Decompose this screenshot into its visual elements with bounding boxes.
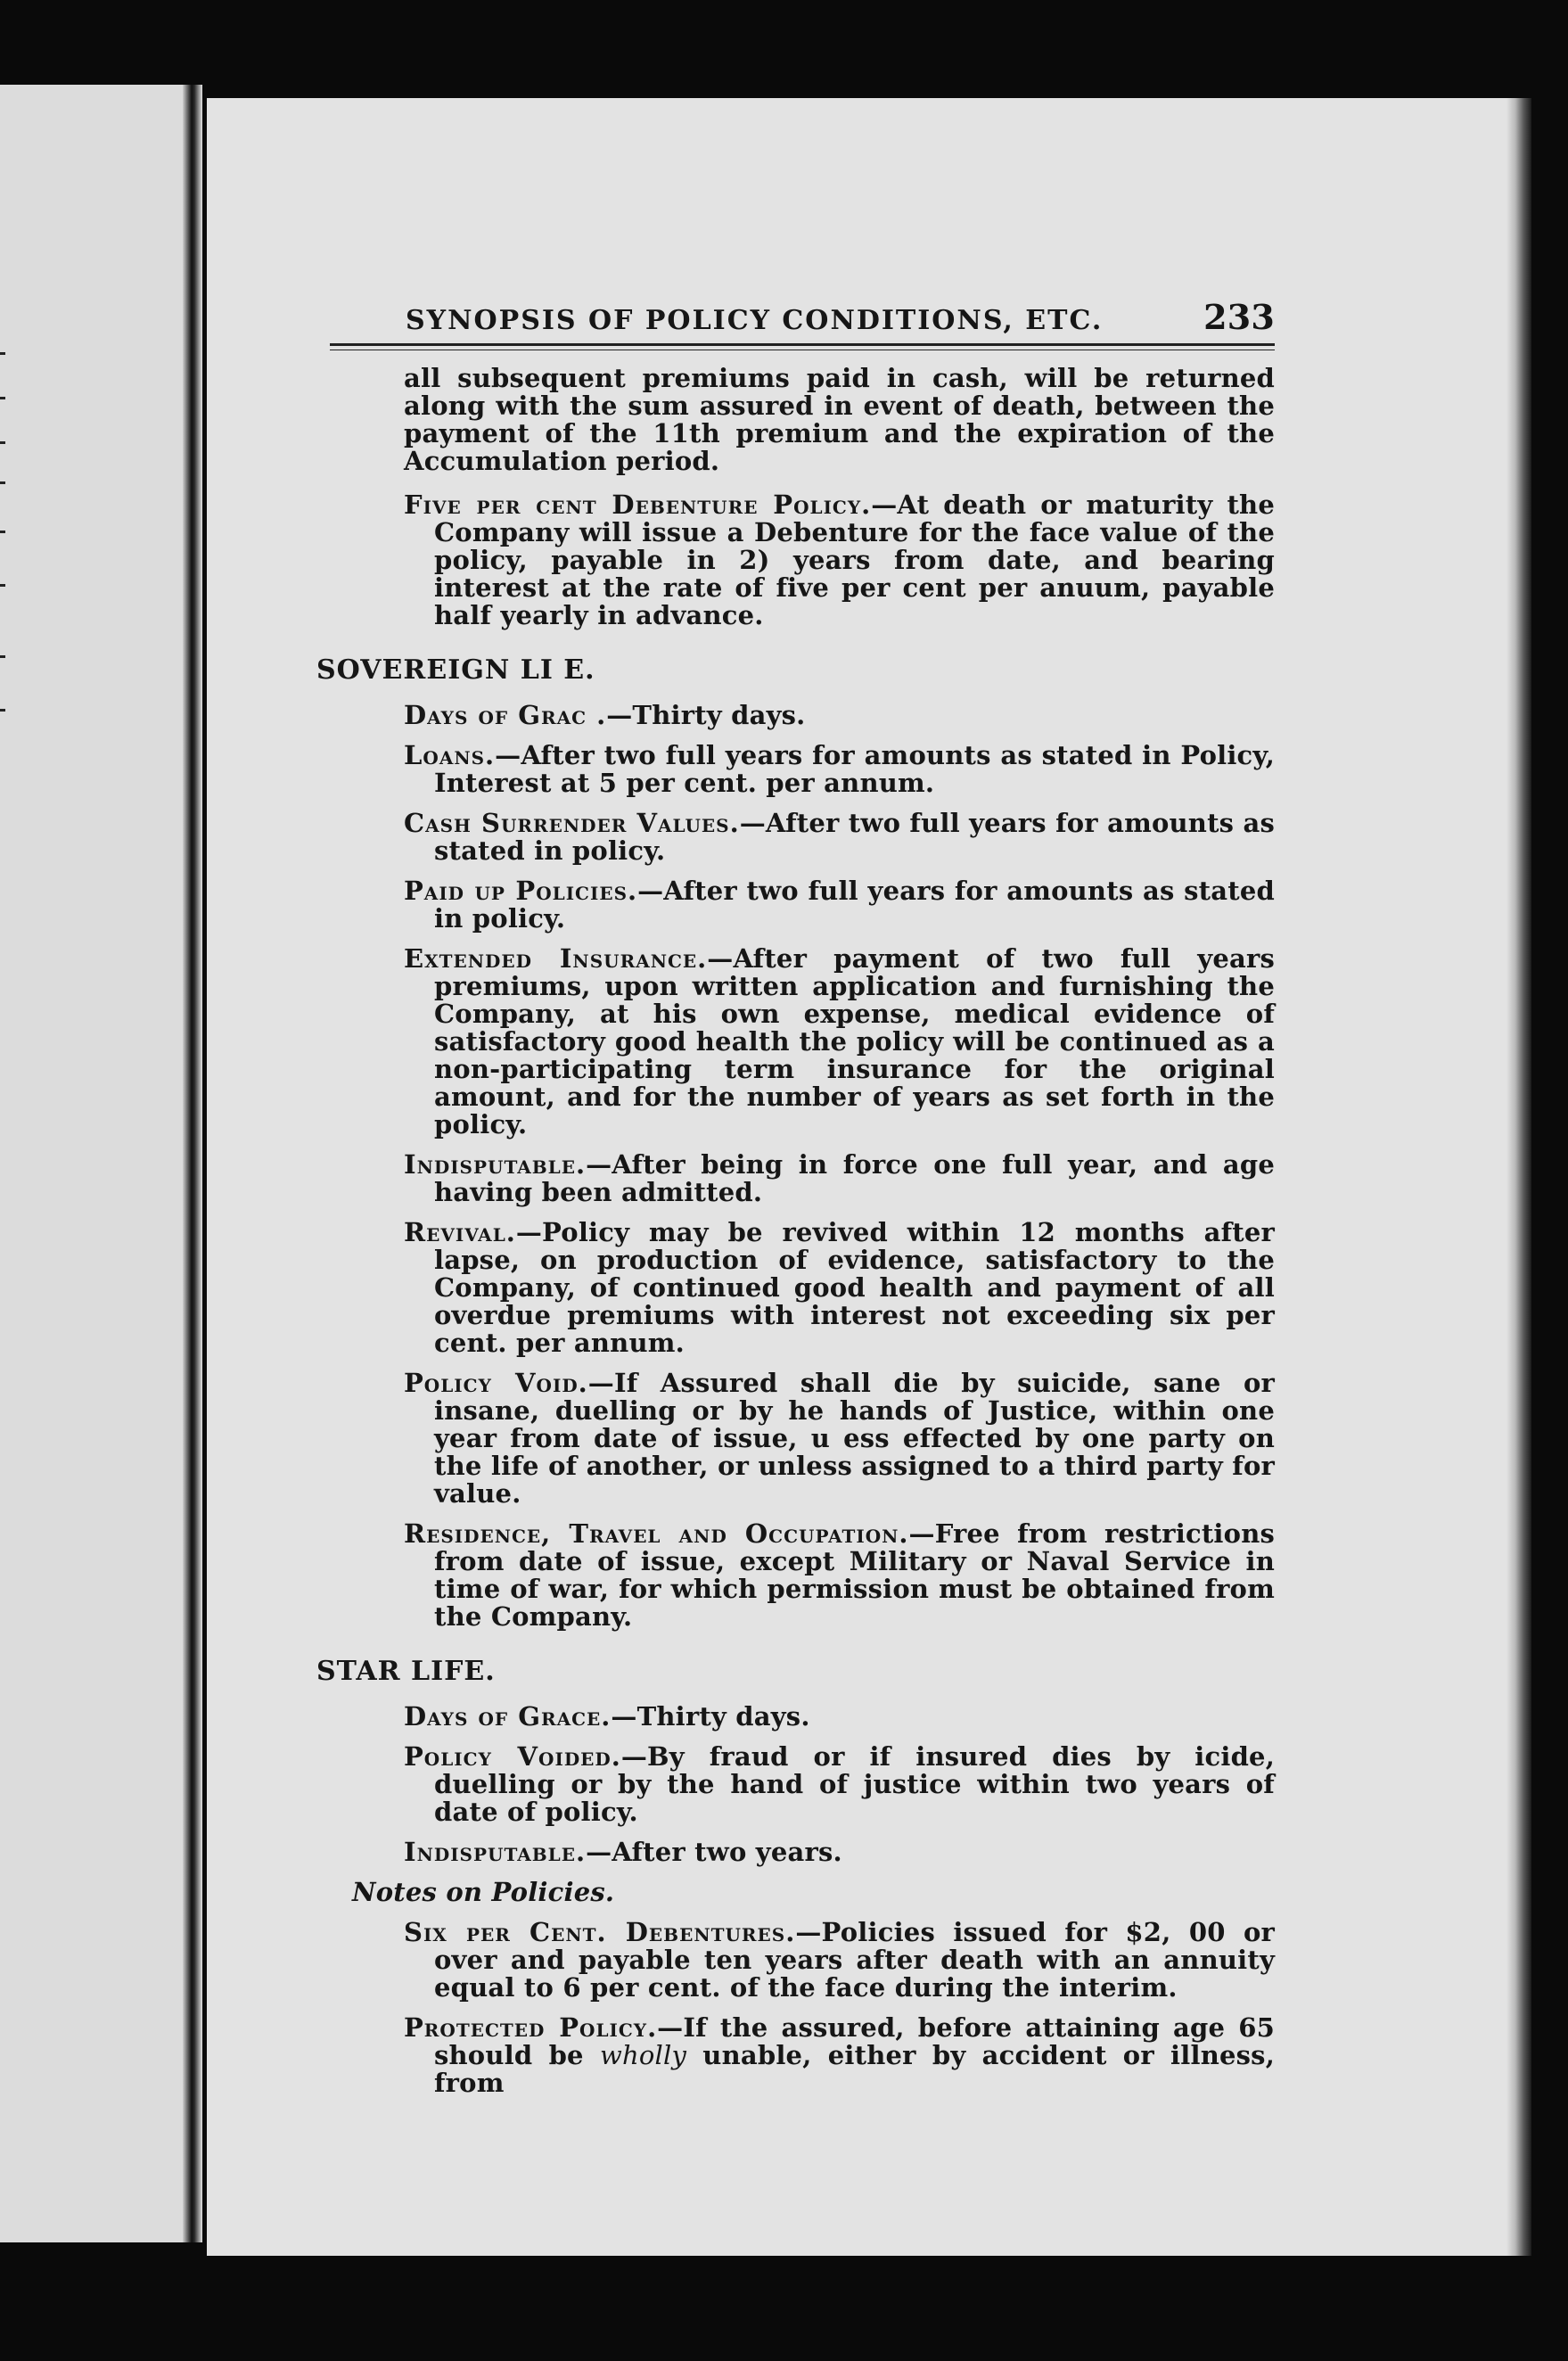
header-rule-thick <box>330 343 1275 346</box>
item-term: Days of Grace. <box>404 1701 612 1732</box>
header-rules <box>330 343 1275 350</box>
section-heading-star: STAR LIFE. <box>316 1656 496 1687</box>
list-item <box>404 1703 1275 1731</box>
list-item <box>404 742 1275 797</box>
item-text: —If Assured shall die by suicide, sane or insane, duelling or by he hands of Justice, within one year from date of issue, u ess effected by one party on the life of another, or unless assigned to a third party for value. <box>434 1368 1275 1509</box>
header-title: SYNOPSIS OF POLICY CONDITIONS, ETC. <box>406 305 1104 336</box>
item-term: Indisputable. <box>404 1837 587 1867</box>
notes-heading: Notes on Policies. <box>352 1877 615 1907</box>
list-item <box>404 877 1275 933</box>
list-item <box>404 1743 1275 1826</box>
item-term: Policy Void. <box>404 1368 588 1398</box>
margin-mark <box>0 584 5 587</box>
item-text: —After two full years for amounts as stated in policy. <box>434 876 1275 934</box>
item-text: —After two full years for amounts as stated in Policy, Interest at 5 per cent. per annum. <box>434 740 1275 798</box>
item-term: Protected Policy. <box>404 2012 658 2043</box>
list-item <box>404 1219 1275 1357</box>
item-term: Days of Grac . <box>404 700 607 730</box>
item-term: Indisputable. <box>404 1149 587 1180</box>
item-term: Residence, Travel and Occupation. <box>404 1518 909 1549</box>
item-term: Five per cent Debenture Policy. <box>404 489 872 520</box>
item-text: —Thirty days. <box>611 1701 810 1732</box>
page-number: 233 <box>1203 297 1275 337</box>
list-item <box>404 1919 1275 2002</box>
item-text: —Policies issued for $2, 00 or over and payable ten years after death with an annuity equal to 6 per cent. of the face during the interim. <box>434 1917 1275 2003</box>
item-term: Paid up Policies. <box>404 876 638 906</box>
page-right-edge <box>1506 98 1531 2256</box>
item-text: —After two years. <box>586 1837 842 1867</box>
margin-mark <box>0 397 5 399</box>
item-term: Extended Insurance. <box>404 943 708 974</box>
page-content <box>316 297 1276 2110</box>
margin-mark <box>0 655 5 658</box>
item-text: —Policy may be revived within 12 months after lapse, on production of evidence, satisfactory to the Company, of continued good health and payment of all overdue premiums with interest not exceeding six per cent. per annum. <box>434 1217 1275 1358</box>
list-item <box>404 945 1275 1139</box>
item-term: Revival. <box>404 1217 516 1247</box>
item-term: Policy Voided. <box>404 1741 621 1772</box>
left-page-edge <box>0 85 189 2242</box>
item-text: —Thirty days. <box>606 700 806 730</box>
item-term: Six per Cent. Debentures. <box>404 1917 796 1947</box>
list-item <box>404 1151 1275 1206</box>
item-text: —Free from restrictions from date of issue, except Military or Naval Service in time of war, for which permission must be obtained from the Company. <box>434 1518 1276 1632</box>
item-term: Cash Surrender Values. <box>404 808 740 838</box>
list-item <box>404 1839 1275 1866</box>
debenture-policy-item <box>404 491 1275 629</box>
margin-mark <box>0 531 5 533</box>
list-item <box>404 810 1275 865</box>
emphasis-text: wholly <box>599 2040 687 2070</box>
item-text: —If the assured, before attaining age 65 should be <box>434 2012 1275 2070</box>
item-text: —After two full years for amounts as stated in policy. <box>434 808 1276 866</box>
list-item <box>404 1520 1275 1631</box>
margin-mark <box>0 481 5 484</box>
margin-mark <box>0 709 5 712</box>
list-item <box>404 702 1275 729</box>
running-header <box>316 297 1275 337</box>
continuation-paragraph: all subsequent premiums paid in cash, will be returned along with the sum assured in event of death, between the payment of the 11th premium and the expiration of the Accumulation period. <box>404 363 1275 476</box>
item-text: unable, either by accident or illness, from <box>434 2040 1275 2098</box>
item-term: Loans. <box>404 740 496 770</box>
section-heading-sovereign: SOVEREIGN LI E. <box>316 654 595 686</box>
margin-mark <box>0 352 5 355</box>
margin-mark <box>0 441 5 444</box>
protected-policy-item <box>404 2014 1275 2097</box>
item-text: —After payment of two full years premiums, upon written application and furnishing the Company, at his own expense, medical evidence of satisfactory good health the policy will be continued as a non-participating term insurance for the original amount, and for the number of years as set forth in the policy. <box>434 943 1276 1139</box>
list-item <box>404 1370 1275 1508</box>
item-text: —By fraud or if insured dies by icide, duelling or by the hand of justice within two years of date of policy. <box>434 1741 1275 1827</box>
book-gutter <box>183 85 202 2242</box>
item-text: —After being in force one full year, and age having been admitted. <box>434 1149 1275 1207</box>
item-text: —At death or maturity the Company will issue a Debenture for the face value of the policy, payable in 2) years from date, and bearing interest at the rate of five per cent per anuum, payable half yearly in advance. <box>434 489 1275 630</box>
